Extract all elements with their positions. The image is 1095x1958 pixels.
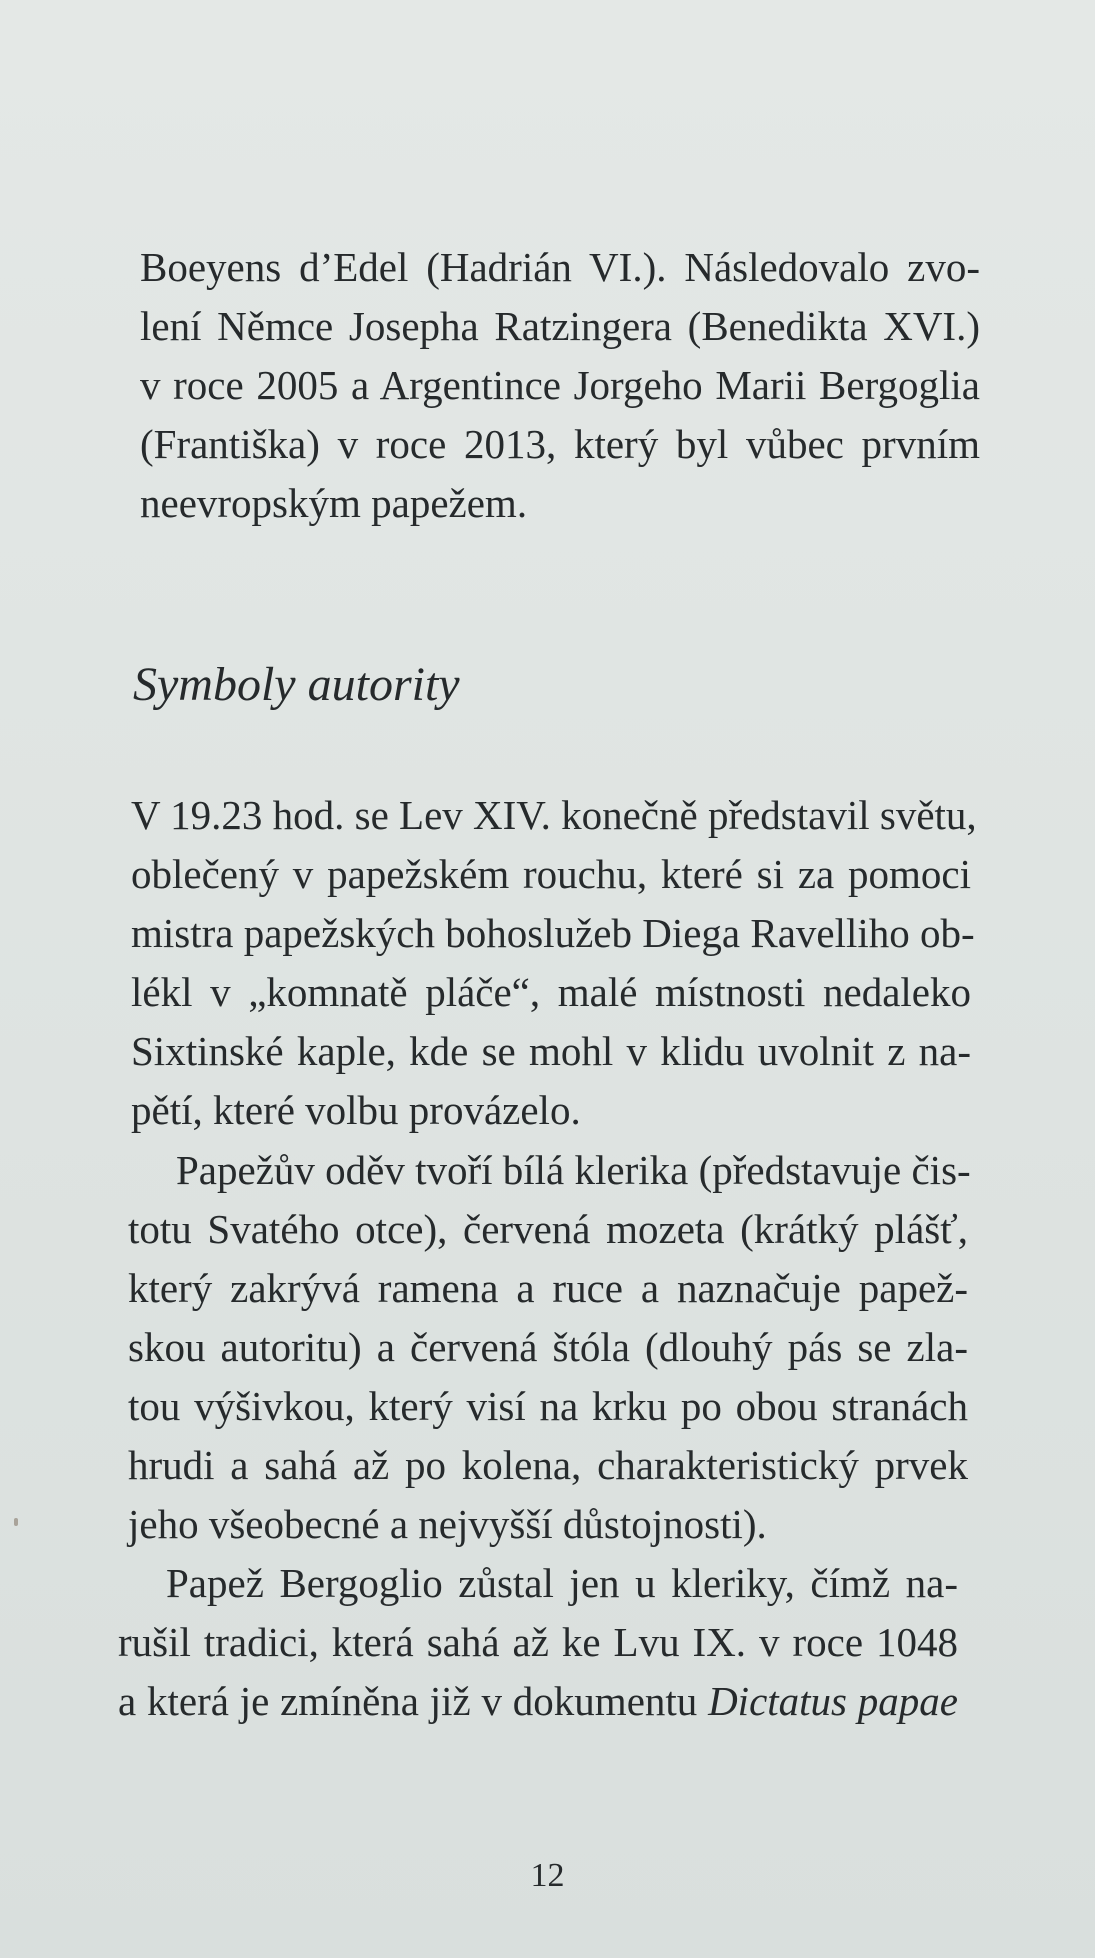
paragraph-3: [118, 1553, 958, 1733]
text-line: skou autoritu) a červená štóla (dlouhý pás se zla-: [128, 1324, 968, 1370]
text-line: rušil tradici, která sahá až ke Lvu IX. v roce 1048: [118, 1619, 958, 1665]
text-line: lení Němce Josepha Ratzingera (Benedikta XVI.): [140, 303, 980, 349]
text-line: (Františka) v roce 2013, který byl vůbec prvním: [140, 421, 980, 467]
text-line: Papež Bergoglio zůstal jen u kleriky, čímž na-: [166, 1560, 958, 1606]
text-line: oblečený v papežském rouchu, které si za pomoci: [131, 851, 971, 897]
paragraph-intro: [140, 237, 980, 537]
paper-speck: [14, 1518, 18, 1526]
paragraph-1: [131, 785, 977, 1145]
text-line: lékl v „komnatě pláče“, malé místnosti nedaleko: [131, 969, 971, 1015]
text-line: pětí, které volbu provázelo.: [131, 1087, 581, 1133]
page-number: 12: [530, 1857, 565, 1894]
text-line: tou výšivkou, který visí na krku po obou stranách: [128, 1383, 968, 1429]
text-line: neevropským papežem.: [140, 480, 528, 526]
paragraph-2: [128, 1140, 971, 1560]
text-run: a která je zmíněna již v dokumentu: [118, 1678, 709, 1724]
text-line: Papežův oděv tvoří bílá klerika (představuje čis-: [176, 1147, 971, 1193]
text-line: mistra papežských bohoslužeb Diega Ravelliho ob-: [131, 910, 975, 956]
text-line: v roce 2005 a Argentince Jorgeho Marii Bergoglia: [140, 362, 980, 408]
text-line: Boeyens d’Edel (Hadrián VI.). Následovalo zvo-: [140, 244, 980, 290]
text-line: totu Svatého otce), červená mozeta (krátký plášť,: [128, 1206, 968, 1252]
text-line: [118, 1671, 958, 1731]
text-line: V 19.23 hod. se Lev XIV. konečně představil světu,: [131, 792, 977, 838]
italic-title: Dictatus papae: [708, 1678, 958, 1724]
text-line: Sixtinské kaple, kde se mohl v klidu uvolnit z na-: [131, 1028, 971, 1074]
text-line: jeho všeobecné a nejvyšší důstojnosti).: [128, 1501, 767, 1547]
section-heading: Symboly autority: [133, 658, 460, 711]
text-line: hrudi a sahá až po kolena, charakteristický prvek: [128, 1442, 968, 1488]
text-line: který zakrývá ramena a ruce a naznačuje papež-: [128, 1265, 968, 1311]
